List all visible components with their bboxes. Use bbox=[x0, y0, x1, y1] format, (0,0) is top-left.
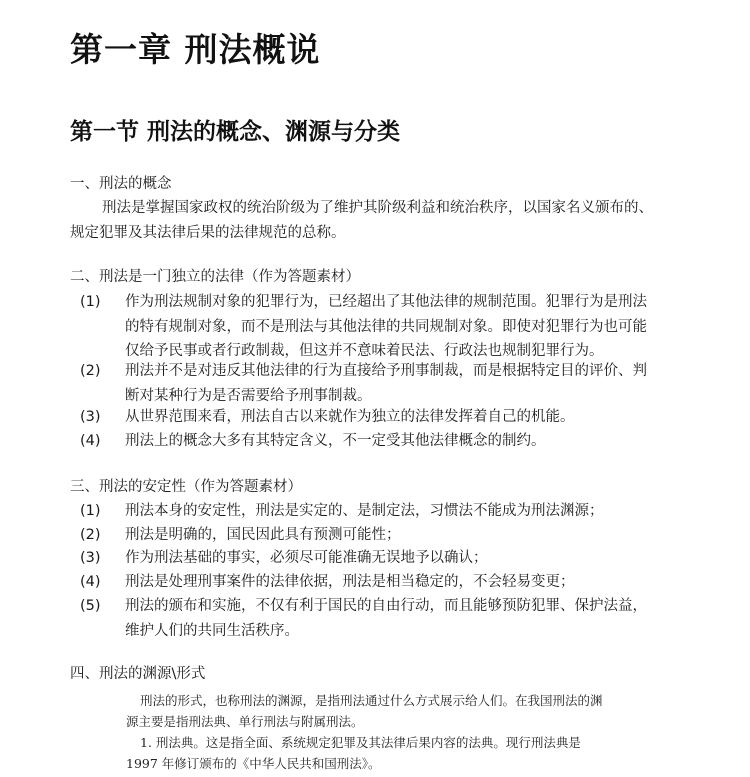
item-number: (5) bbox=[80, 598, 101, 614]
section-2-heading: 二、刑法是一门独立的法律（作为答题素材） bbox=[70, 269, 360, 285]
item-line: 刑法本身的安定性，刑法是实定的、是制定法，习惯法不能成为刑法渊源； bbox=[125, 503, 604, 519]
item-line: 作为刑法规制对象的犯罪行为，已经超出了其他法律的规制范围。犯罪行为是刑法 bbox=[125, 294, 647, 310]
section-1-paragraph bbox=[70, 196, 700, 245]
section-1-line-1: 刑法是掌握国家政权的统治阶级为了维护其阶级利益和统治秩序，以国家名义颁布的、 bbox=[102, 200, 653, 216]
scan-line-4: 1997 年修订颁布的《中华人民共和国刑法》。 bbox=[126, 756, 381, 771]
item-number: (4) bbox=[80, 574, 101, 590]
item-number: (1) bbox=[80, 503, 101, 519]
section-3-item-1 bbox=[70, 499, 710, 524]
scan-line-3: 1. 刑法典。这是指全面、系统规定犯罪及其法律后果内容的法典。现行刑法典是 bbox=[140, 735, 581, 750]
item-number: (1) bbox=[80, 294, 101, 310]
item-line: 断对某种行为是否需要给予刑事制裁。 bbox=[125, 387, 372, 404]
item-line: 刑法的颁布和实施，不仅有利于国民的自由行动，而且能够预防犯罪、保护法益， bbox=[125, 598, 647, 614]
item-line: 刑法并不是对违反其他法律的行为直接给予刑事制裁，而是根据特定目的评价、判 bbox=[125, 363, 647, 379]
item-line: 刑法是处理刑事案件的法律依据，刑法是相当稳定的，不会轻易变更； bbox=[125, 574, 575, 590]
item-number: (3) bbox=[80, 409, 101, 425]
item-number: (3) bbox=[80, 550, 101, 566]
section-2-item-1 bbox=[70, 290, 710, 364]
section-3-heading: 三、刑法的安定性（作为答题素材） bbox=[70, 479, 302, 495]
section-3-item-4 bbox=[70, 570, 710, 595]
chapter-title: 第一章 刑法概说 bbox=[70, 30, 321, 69]
section-1-line-2: 规定犯罪及其法律后果的法律规范的总称。 bbox=[70, 224, 346, 241]
section-1-heading: 一、刑法的概念 bbox=[70, 176, 172, 192]
section-4-heading: 四、刑法的渊源\形式 bbox=[70, 666, 206, 682]
item-number: (4) bbox=[80, 433, 101, 449]
scan-line-2: 源主要是指刑法典、单行刑法与附属刑法。 bbox=[126, 714, 364, 729]
item-line: 作为刑法基础的事实，必须尽可能准确无误地予以确认； bbox=[125, 550, 488, 566]
item-number: (2) bbox=[80, 527, 101, 543]
section-3-item-5 bbox=[70, 594, 710, 643]
item-line: 维护人们的共同生活秩序。 bbox=[125, 622, 299, 639]
item-line: 从世界范围来看，刑法自古以来就作为独立的法律发挥着自己的机能。 bbox=[125, 409, 575, 425]
scan-line-1: 刑法的形式，也称刑法的渊源，是指刑法通过什么方式展示给人们。在我国刑法的渊 bbox=[140, 693, 603, 708]
section-3-item-3 bbox=[70, 546, 710, 571]
scanned-excerpt bbox=[126, 690, 660, 774]
item-line: 刑法是明确的，国民因此具有预测可能性； bbox=[125, 527, 401, 543]
section-2-item-3 bbox=[70, 405, 710, 430]
section-3-item-2 bbox=[70, 523, 710, 548]
item-line: 刑法上的概念大多有其特定含义，不一定受其他法律概念的制约。 bbox=[125, 433, 546, 449]
item-number: (2) bbox=[80, 363, 101, 379]
section-2-item-4 bbox=[70, 429, 710, 454]
item-line: 的特有规制对象，而不是刑法与其他法律的共同规制对象。即使对犯罪行为也可能 bbox=[125, 318, 647, 335]
section-title: 第一节 刑法的概念、渊源与分类 bbox=[70, 119, 401, 145]
item-line: 仅给予民事或者行政制裁，但这并不意味着民法、行政法也规制犯罪行为。 bbox=[125, 343, 604, 359]
section-2-item-2 bbox=[70, 359, 710, 408]
